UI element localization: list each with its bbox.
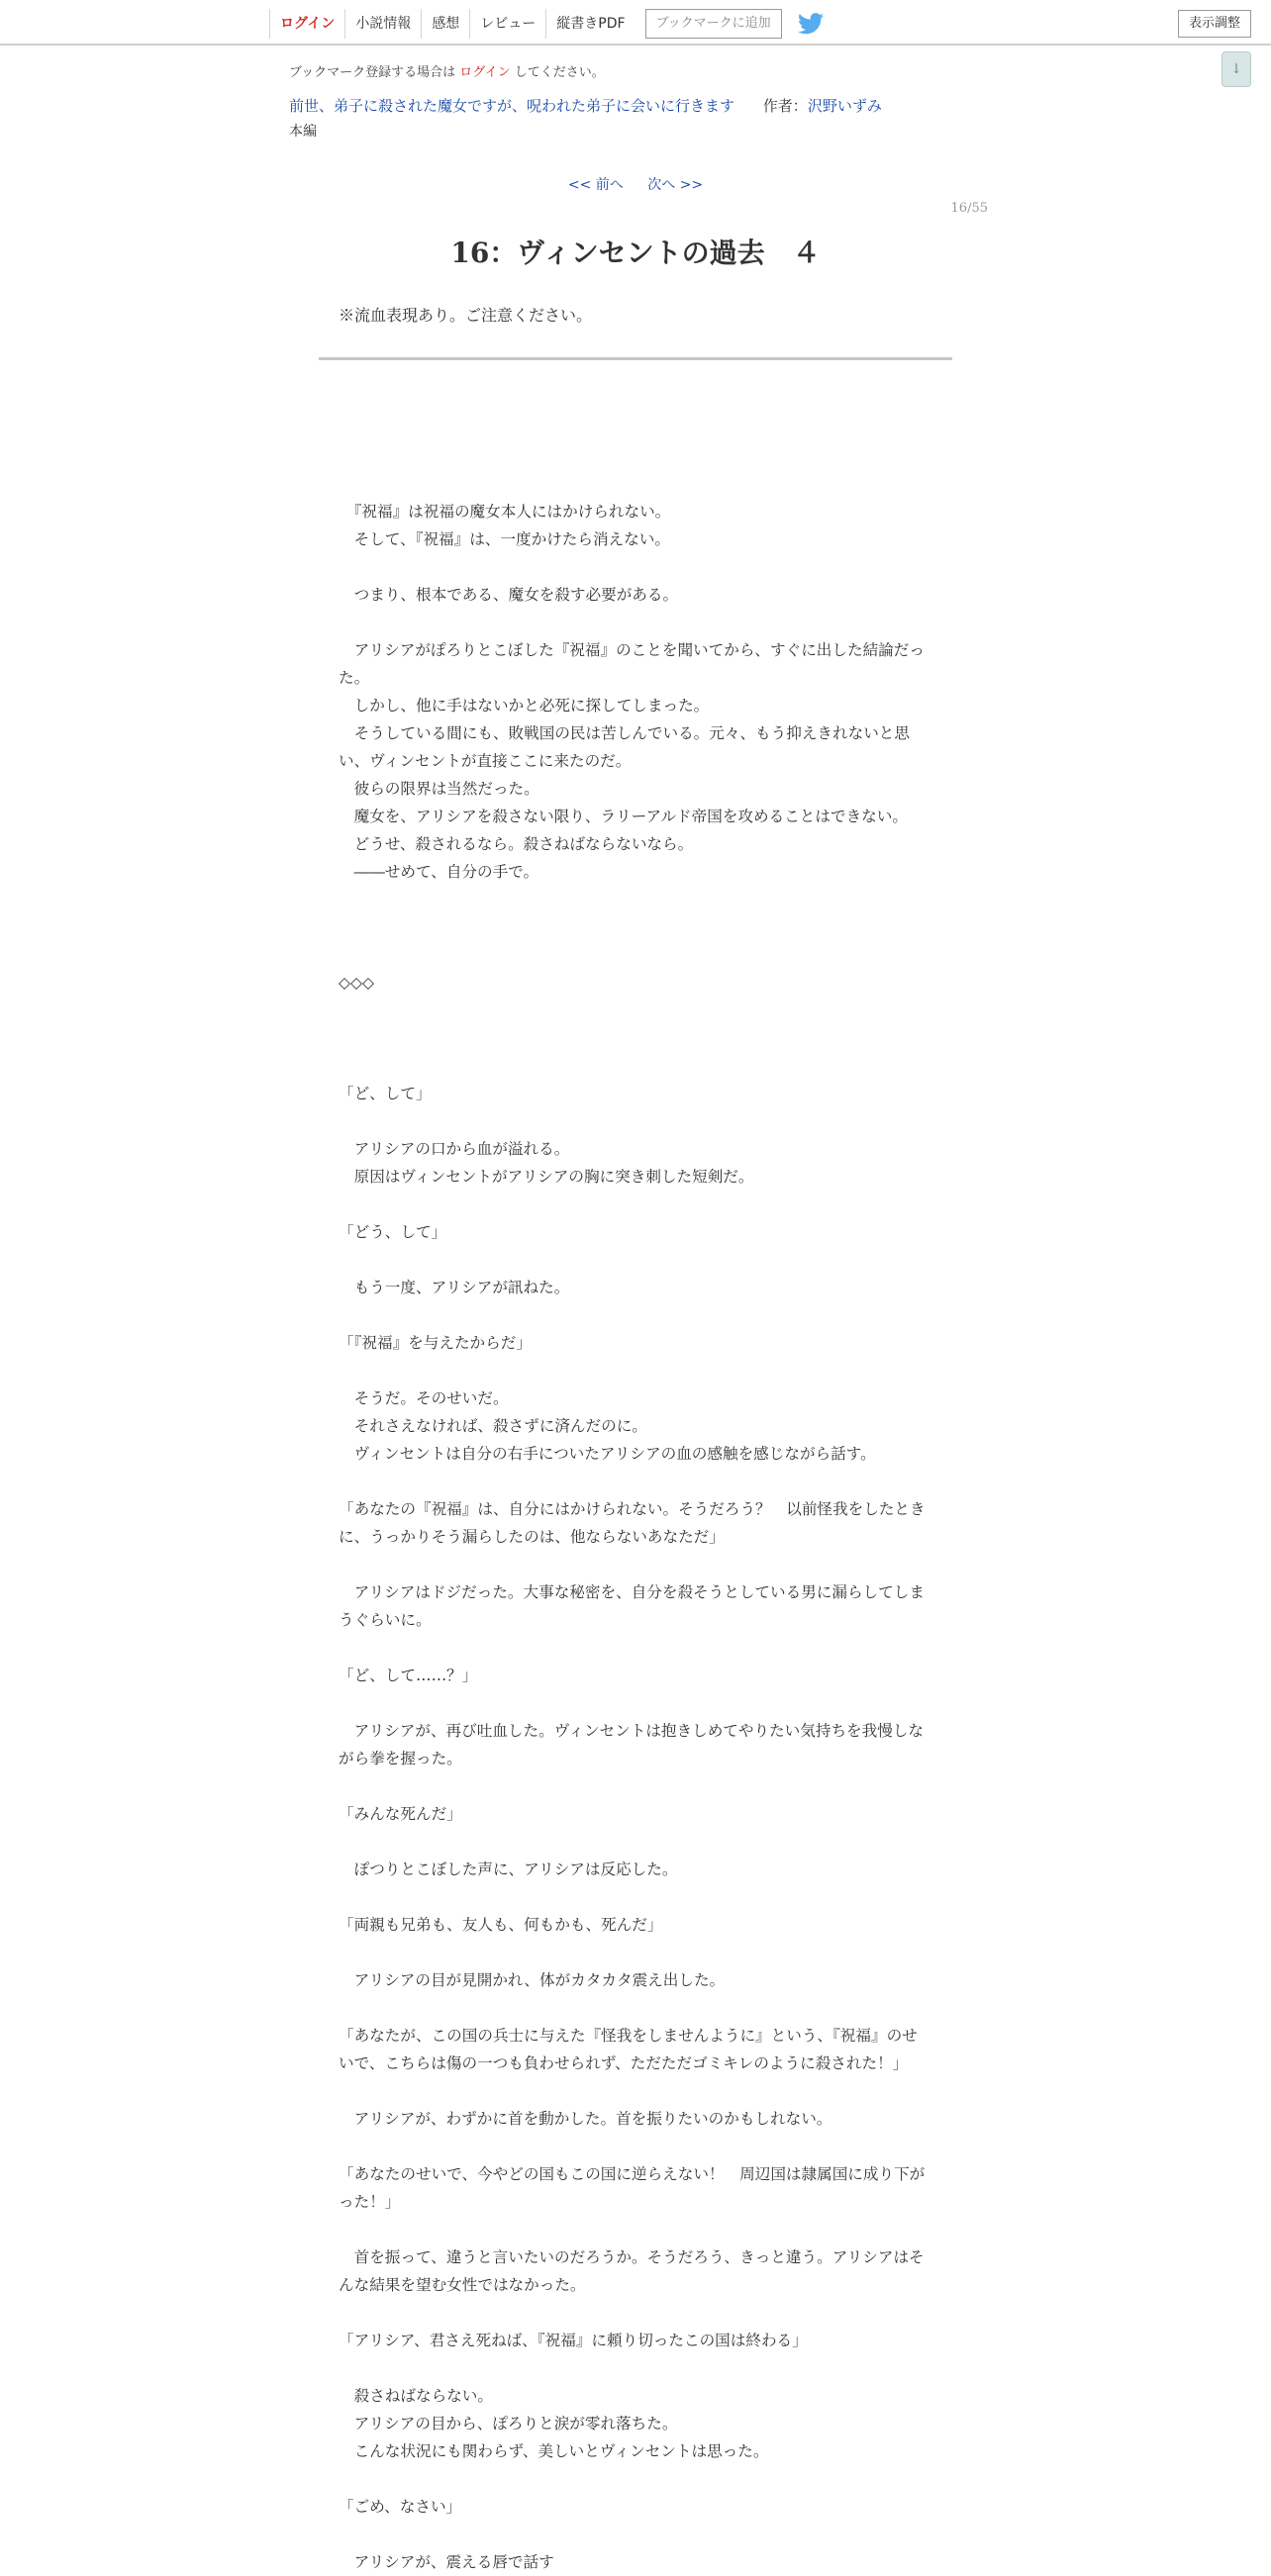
body-line (339, 609, 932, 636)
body-line: つまり、根本である、魔女を殺す必要がある。 (339, 586, 679, 604)
body-line: 「みんな死んだ」 (339, 1805, 462, 1823)
body-line (339, 2354, 932, 2382)
body-line (339, 941, 932, 969)
add-bookmark-button[interactable]: ブックマークに追加 (645, 9, 782, 39)
body-line: アリシアが、再び吐血した。ヴィンセントは抱きしめてやりたい気持ちを我慢しながら拳を握った。 (339, 1722, 925, 1767)
body-line (339, 2216, 932, 2243)
body-line: こんな状況にも関わらず、美しいとヴィンセントは思った。 (339, 2442, 769, 2460)
body-line: アリシアはドジだった。大事な秘密を、自分を殺そうとしている男に漏らしてしまうぐらいに。 (339, 1583, 925, 1629)
preface-divider (319, 357, 952, 360)
nav-login-link[interactable]: ログイン (269, 9, 344, 39)
body-line: どうせ、殺されるなら。殺さねばならないなら。 (339, 835, 694, 853)
body-line (339, 1246, 932, 1274)
display-settings-button[interactable]: 表示調整 (1178, 10, 1251, 38)
bookmark-login-notice (289, 61, 605, 80)
body-line (339, 470, 932, 498)
next-chapter-link[interactable]: 次へ >> (647, 177, 704, 193)
nav-vertical-pdf-link[interactable]: 縦書きPDF (545, 9, 635, 39)
author-block (763, 97, 882, 115)
body-line (339, 1107, 932, 1135)
body-line: ぽつりとこぼした声に、アリシアは反応した。 (339, 1860, 678, 1878)
body-line (339, 1024, 932, 1052)
body-line (339, 1883, 932, 1911)
body-line (339, 1357, 932, 1384)
body-line: 魔女を、アリシアを殺さない限り、ラリーアルド帝国を攻めることはできない。 (339, 808, 908, 825)
body-line (339, 913, 932, 941)
body-line: 「ど、して……？」 (339, 1667, 478, 1684)
body-line (339, 1052, 932, 1080)
nav-novel-info-link[interactable]: 小説情報 (344, 9, 421, 39)
body-line (339, 2299, 932, 2327)
body-line: そうしている間にも、敗戦国の民は苦しんでいる。元々、もう抑えきれないと思い、ヴィンセントが直接ここに来たのだ。 (339, 724, 910, 770)
body-line: アリシアの目から、ぽろりと涙が零れ落ちた。 (339, 2415, 678, 2433)
body-line: アリシアが、わずかに首を動かした。首を振りたいのかもしれない。 (339, 2110, 832, 2128)
body-line (339, 1939, 932, 1966)
body-line: ◇◇◇ (339, 974, 374, 992)
body-line: しかし、他に手はないかと必死に探してしまった。 (339, 697, 710, 715)
body-line: 彼らの限界は当然だった。 (339, 780, 539, 798)
chapter-preface: ※流血表現あり。ご注意ください。 (339, 306, 593, 325)
body-line: 「あなたが、この国の兵士に与えた『怪我をしませんように』という、『祝福』のせいで、こちらは傷の一つも負わせられず、ただただゴミキレのように殺された！」 (339, 2027, 918, 2072)
nav-impressions-link[interactable]: 感想 (421, 9, 469, 39)
body-line: ――せめて、自分の手で。 (339, 863, 539, 881)
series-title-link[interactable]: 前世、弟子に殺された魔女ですが、呪われた弟子に会いに行きます (289, 97, 735, 115)
body-line (339, 1191, 932, 1218)
twitter-icon[interactable] (798, 13, 824, 35)
body-line: 「『祝福』を与えたからだ」 (339, 1334, 532, 1352)
body-line: 「ど、して」 (339, 1085, 432, 1102)
body-line (339, 1772, 932, 1800)
section-label: 本編 (289, 124, 317, 140)
body-line: 首を振って、違うと言いたいのだろうか。そうだろう、きっと違う。アリシアはそんな結果を望む女性ではなかった。 (339, 2248, 925, 2294)
chapter-count: 16/55 (950, 201, 988, 216)
author-label: 作者： (762, 97, 808, 115)
body-line: アリシアがぽろりとこぼした『祝福』のことを聞いてから、すぐに出した結論だった。 (339, 641, 925, 687)
body-line: もう一度、アリシアが訊ねた。 (339, 1279, 570, 1296)
body-line (339, 1828, 932, 1856)
body-line: 殺さねばならない。 (339, 2387, 493, 2405)
body-line: 原因はヴィンセントがアリシアの胸に突き刺した短剣だ。 (339, 1168, 754, 1186)
body-line: 「あなたのせいで、今やどの国もこの国に逆らえない！ 周辺国は隷属国に成り下がった！」 (339, 2165, 926, 2211)
body-line: アリシアの目が見開かれ、体がカタカタ震え出した。 (339, 1971, 726, 1989)
body-line: アリシアが、震える唇で話す (339, 2553, 554, 2571)
body-line (339, 886, 932, 913)
body-line: それさえなければ、殺さずに済んだのに。 (339, 1417, 647, 1435)
body-line: 「あなたの『祝福』は、自分にはかけられない。そうだろう？ 以前怪我をしたときに、うっかりそう漏らしたのは、他ならないあなただ」 (339, 1500, 926, 1546)
body-line: 『祝福』は祝福の魔女本人にはかけられない。 (339, 503, 671, 521)
series-info (289, 95, 882, 116)
body-line (339, 1551, 932, 1578)
body-line: そして、『祝福』は、一度かけたら消えない。 (339, 530, 670, 548)
body-line (339, 2133, 932, 2160)
body-line (339, 997, 932, 1024)
body-line (339, 2465, 932, 2493)
body-line (339, 1468, 932, 1495)
body-line: 「どう、して」 (339, 1223, 447, 1241)
body-line: 「ごめ、なさい」 (339, 2498, 462, 2516)
body-line (339, 1994, 932, 2022)
body-line (339, 1301, 932, 1329)
body-line (339, 1689, 932, 1717)
notice-login-link[interactable]: ログイン (459, 65, 511, 80)
top-bar (0, 0, 1271, 46)
prev-chapter-link[interactable]: << 前へ (567, 177, 624, 193)
body-line (339, 2077, 932, 2105)
notice-prefix: ブックマーク登録する場合は (289, 65, 456, 80)
body-line (339, 553, 932, 581)
nav-review-link[interactable]: レビュー (469, 9, 545, 39)
body-line: 「アリシア、君さえ死ねば、『祝福』に頼り切ったこの国は終わる」 (339, 2332, 808, 2349)
body-line: ヴィンセントは自分の右手についたアリシアの血の感触を感じながら話す。 (339, 1445, 876, 1463)
chapter-pager (0, 174, 1271, 194)
chapter-body (339, 442, 932, 2576)
chapter-title: 16：ヴィンセントの過去 ４ (450, 237, 821, 269)
body-line: 「両親も兄弟も、友人も、何もかも、死んだ」 (339, 1916, 663, 1934)
body-line (339, 1634, 932, 1662)
body-line: アリシアの口から血が溢れる。 (339, 1140, 570, 1158)
top-nav (269, 9, 824, 39)
body-line (339, 2521, 932, 2548)
body-line: そうだ。そのせいだ。 (339, 1389, 509, 1407)
scroll-down-tab[interactable]: ↓ (1222, 51, 1251, 87)
author-link[interactable]: 沢野いずみ (807, 97, 882, 115)
body-line (339, 442, 932, 470)
notice-suffix: してください。 (514, 65, 605, 80)
